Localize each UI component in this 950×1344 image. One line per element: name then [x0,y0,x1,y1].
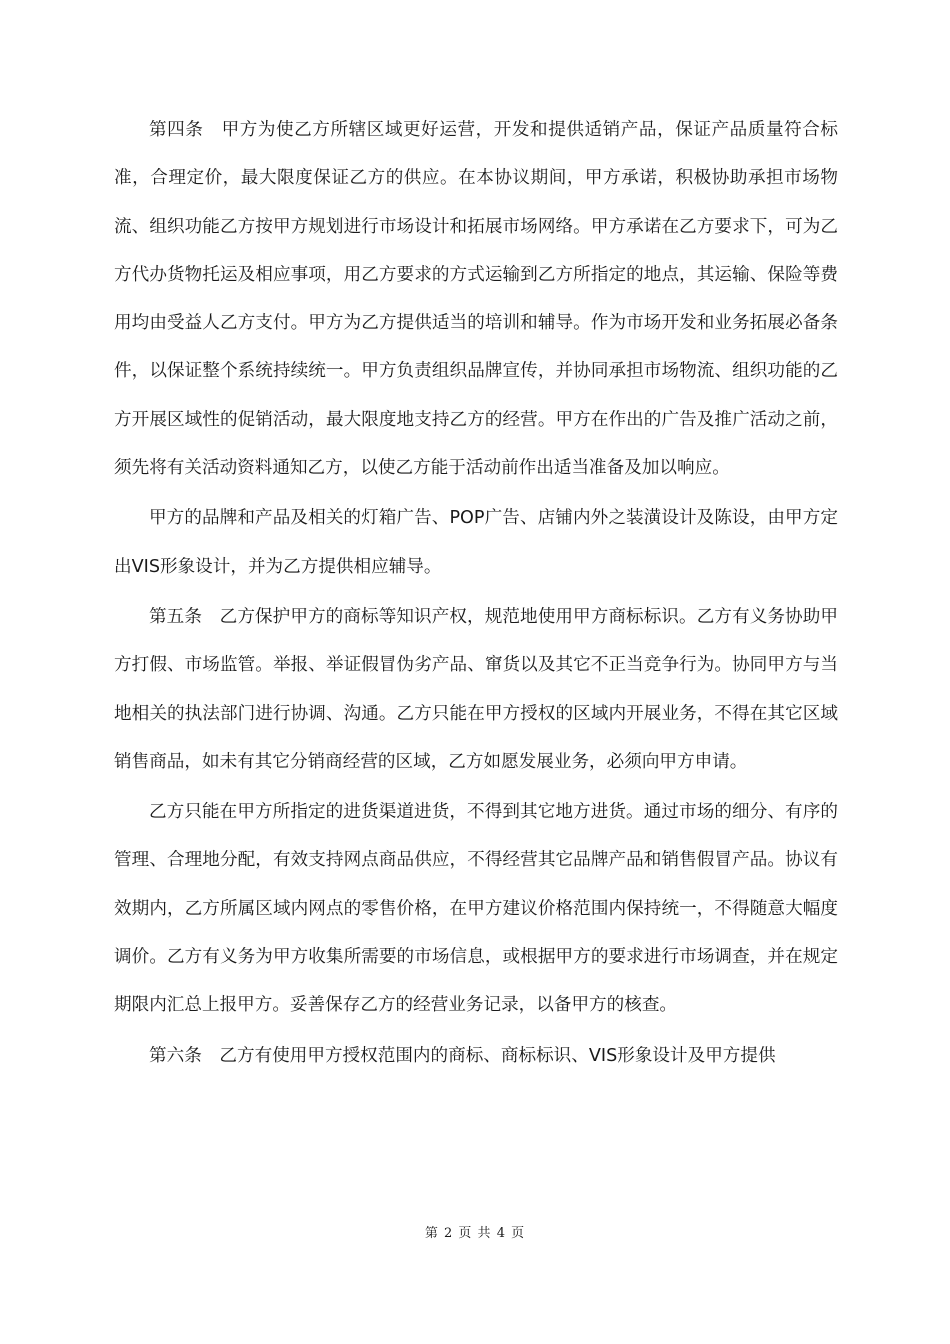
paragraph-article-4: 第四条 甲方为使乙方所辖区域更好运营，开发和提供适销产品，保证产品质量符合标准，合理定价，最大限度保证乙方的供应。在本协议期间，甲方承诺，积极协助承担市场物流、组织功能乙方按甲方规划进行市场设计和拓展市场网络。甲方承诺在乙方要求下，可为乙方代办货物托运及相应事项，用乙方要求的方式运输到乙方所指定的地点，其运输、保险等费用均由受益人乙方支付。甲方为乙方提供适当的培训和辅导。作为市场开发和业务拓展必备条件，以保证整个系统持续统一。甲方负责组织品牌宣传，并协同承担市场物流、组织功能的乙方开展区域性的促销活动，最大限度地支持乙方的经营。甲方在作出的广告及推广活动之前，须先将有关活动资料通知乙方，以使乙方能于活动前作出适当准备及加以响应。 [114,120,838,479]
paragraph-purchase-channel: 乙方只能在甲方所指定的进货渠道进货，不得到其它地方进货。通过市场的细分、有序的管理、合理地分配，有效支持网点商品供应，不得经营其它品牌产品和销售假冒产品。协议有效期内，乙方所属区域内网点的零售价格，在甲方建议价格范围内保持统一，不得随意大幅度调价。乙方有义务为甲方收集所需要的市场信息，或根据甲方的要求进行市场调查，并在规定期限内汇总上报甲方。妥善保存乙方的经营业务记录，以备甲方的核查。 [114,802,838,1016]
paragraph-article-5: 第五条 乙方保护甲方的商标等知识产权，规范地使用甲方商标标识。乙方有义务协助甲方打假、市场监管。举报、举证假冒伪劣产品、窜货以及其它不正当竞争行为。协同甲方与当地相关的执法部门进行协调、沟通。乙方只能在甲方授权的区域内开展业务，不得在其它区域销售商品，如未有其它分销商经营的区域，乙方如愿发展业务，必须向甲方申请。 [114,606,838,772]
page-number-footer: 第 2 页 共 4 页 [424,1226,526,1241]
paragraph-article-6: 第六条 乙方有使用甲方授权范围内的商标、商标标识、VIS形象设计及甲方提供 [149,1045,776,1066]
paragraph-brand-design: 甲方的品牌和产品及相关的灯箱广告、POP广告、店铺内外之装潢设计及陈设，由甲方定出VIS形象设计，并为乙方提供相应辅导。 [114,508,838,577]
document-body [114,106,838,1080]
